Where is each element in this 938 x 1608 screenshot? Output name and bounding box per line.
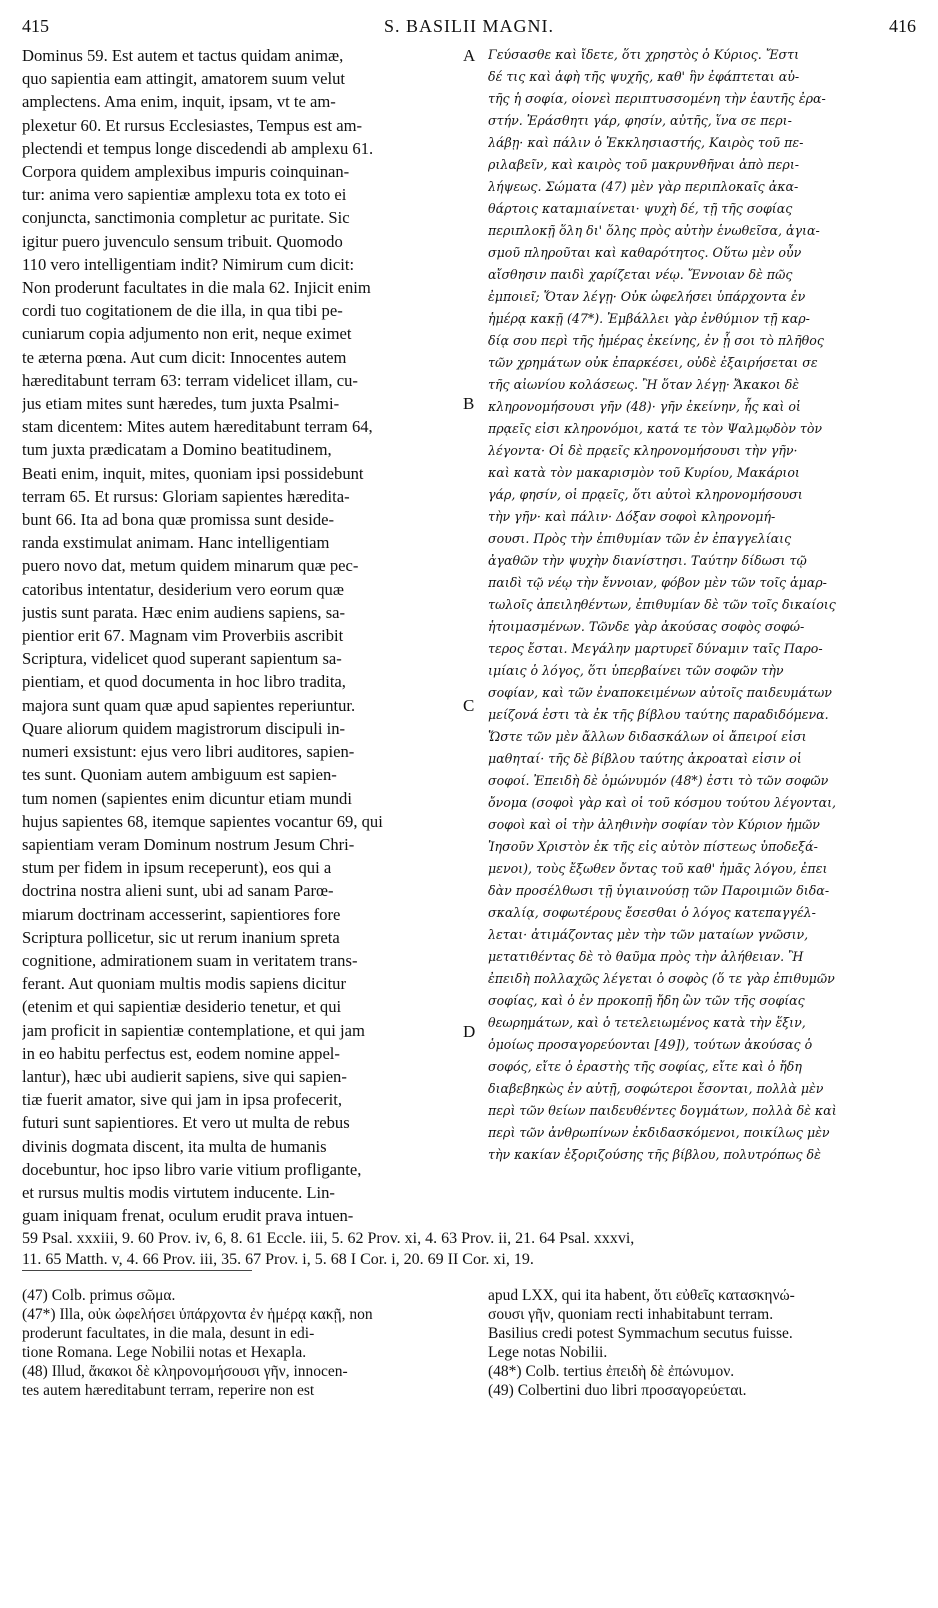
greek-line: ἐμποιεῖ; Ὅταν λέγῃ· Οὐκ ὠφελήσει ὑπάρχοντα ἐν <box>488 289 806 304</box>
latin-line: pientiam, et quod documenta in hoc libro tradita, <box>22 672 346 692</box>
greek-line: αἴσθησιν παιδὶ χαρίζεται νέῳ. Ἔννοιαν δὲ πῶς <box>488 267 793 282</box>
greek-line: σουσι. Πρὸς τὴν ἐπιθυμίαν τῶν ἐν ἐπαγγελίαις <box>488 531 792 546</box>
page-number-left: 415 <box>22 16 49 36</box>
latin-line: Scriptura pollicetur, sic ut rerum inanium spreta <box>22 927 340 947</box>
latin-line: numeri exsistunt: ejus vero libri auditores, sapien- <box>22 742 355 762</box>
latin-line: te æterna pœna. Aut cum dicit: Innocentes autem <box>22 347 347 367</box>
greek-line: τωλοῖς ἀπειληθέντων, ἐπιθυμίαν δὲ τῶν τοῖς δικαίοις <box>488 597 836 612</box>
greek-line: ἡμέρᾳ κακῇ (47*). Ἐμβάλλει γὰρ ἐνθύμιον τῇ καρ- <box>488 311 810 326</box>
latin-line: terram 65. Et rursus: Gloriam sapientes hæredita- <box>22 486 350 506</box>
greek-line: σοφίας, καὶ ὁ ἐν προκοπῇ ἤδη ὢν τῶν τῆς σοφίας <box>488 993 805 1008</box>
latin-line: majora sunt quam quæ apud sapientes reperiuntur. <box>22 695 356 715</box>
latin-line: hujus sapientes 68, itemque sapientes vocantur 69, qui <box>22 811 383 831</box>
scripture-footnotes <box>22 1228 918 1270</box>
latin-line: quo sapientia eam attingit, amatorem suum velut <box>22 69 346 89</box>
latin-line: stam dicentem: Mites autem hæreditabunt terram 64, <box>22 417 373 437</box>
latin-line: sapientiam veram Dominum nostrum Jesum Chri- <box>22 834 355 854</box>
greek-line: παιδὶ τῷ νέῳ τὴν ἔννοιαν, φόβον μὲν τῶν τοῖς ἁμαρ- <box>488 575 827 590</box>
variant-note-line: (48) Illud, ἄκακοι δὲ κληρονομήσουσι γῆν, innocen- <box>22 1363 348 1380</box>
greek-line: πρᾳεῖς εἰσι κληρονόμοι, κατά τε τὸν Ψαλμῳδὸν τὸν <box>488 421 823 436</box>
greek-line: σμοῦ πληροῦται καὶ καθαρότητος. Οὕτω μὲν οὖν <box>488 245 802 260</box>
variant-note-line: proderunt facultates, in die mala, desunt in edi- <box>22 1325 315 1342</box>
latin-line: tur: anima vero sapientiæ amplexu tota ex toto ei <box>22 185 347 205</box>
greek-line: θεωρημάτων, καὶ ὁ τετελειωμένος κατὰ τὴν ἕξιν, <box>488 1015 806 1030</box>
margin-letter-c: C <box>463 696 475 715</box>
latin-line: randa exstimulat animam. Hanc intelligentiam <box>22 533 330 553</box>
greek-line: λήψεως. Σώματα (47) μὲν γὰρ περιπλοκαῖς ἀκα- <box>488 179 799 194</box>
greek-line: ιμίαις ὁ λόγος, ὅτι ὑπερβαίνει τῶν σοφῶν τὴν <box>488 663 784 678</box>
greek-line: διαβεβηκὼς ἐν αὐτῇ, σοφώτεροι ἔσονται, πολλὰ μὲν <box>488 1081 824 1096</box>
latin-line: stum per fidem in ipsum receperunt), eos qui a <box>22 858 332 878</box>
greek-line: μετατιθέντας δὲ τὸ θαῦμα πρὸς τὴν ἀλήθειαν. Ἢ <box>488 949 804 964</box>
latin-line: Beati enim, inquit, mites, quoniam ipsi possidebunt <box>22 463 364 483</box>
variant-note-line: tes autem hæreditabunt terram, reperire non est <box>22 1382 315 1399</box>
latin-line: puero novo dat, metum quidem minarum quæ pec- <box>22 556 359 576</box>
greek-line: ὁμοίως προσαγορεύονται [49]), τούτων ἀκούσας ὁ <box>488 1037 813 1052</box>
latin-line: cuniarum copia adjumento non erit, neque eximet <box>22 324 352 344</box>
latin-line: cordi tuo cogitationem de die illa, in qua tibi pe- <box>22 301 343 321</box>
variant-note-line: (49) Colbertini duo libri προσαγορεύεται. <box>488 1382 747 1399</box>
latin-line: pientior erit 67. Magnam vim Proverbiis ascribit <box>22 626 344 646</box>
variant-note-line: (48*) Colb. tertius ἐπειδὴ δὲ ἐπώνυμον. <box>488 1363 735 1380</box>
latin-line: justis sunt parata. Hæc enim audiens sapiens, sa- <box>22 602 346 622</box>
latin-line: Corpora quidem amplexibus impuris coinquinan- <box>22 162 350 182</box>
greek-line: μαθηταί· τῆς δὲ βίβλου ταύτης ἀκροαταὶ εἰσιν οἱ <box>488 751 802 766</box>
greek-line: θάρτοις καταμιαίνεται· ψυχὴ δέ, τῇ τῆς σοφίας <box>488 201 793 216</box>
greek-line: δὰν προσέλθωσι τῇ ὑγιαινούσῃ τῶν Παροιμιῶν διδα- <box>488 883 830 898</box>
greek-line: ριλαβεῖν, καὶ καιρὸς τοῦ μακρυνθῆναι ἀπὸ περι- <box>488 157 800 172</box>
latin-line: 110 vero intelligentiam indit? Nimirum cum dicit: <box>22 254 355 274</box>
greek-line: ἀγαθῶν τὴν ψυχὴν διανίστησι. Ταύτην δίδωσι τῷ <box>488 553 807 568</box>
greek-line: Γεύσασθε καὶ ἴδετε, ὅτι χρηστὸς ὁ Κύριος. Ἔστι <box>488 47 800 62</box>
footnote-divider <box>22 1270 252 1271</box>
greek-line: σοφίαν, καὶ τῶν ἐναποκειμένων αὐτοῖς παιδευμάτων <box>488 685 832 700</box>
greek-line: λεται· ἀτιμάζοντας μὲν τὴν τῶν ματαίων γνῶσιν, <box>488 927 809 942</box>
greek-line: τὴν γῆν· καὶ πάλιν· Δόξαν σοφοὶ κληρονομή- <box>488 509 776 524</box>
variant-note-line: (47) Colb. primus σῶμα. <box>22 1287 176 1304</box>
greek-line: ἐπειδὴ πολλαχῶς λέγεται ὁ σοφὸς (ὅ τε γὰρ ἐπιθυμῶν <box>488 971 835 986</box>
greek-line: δίᾳ σου περὶ τῆς ἡμέρας ἐκείνης, ἐν ᾗ σοι τὸ πλῆθος <box>488 333 824 348</box>
greek-line: καὶ κατὰ τὸν μακαρισμὸν τοῦ Κυρίου, Μακάριοι <box>488 465 800 480</box>
margin-letter-a: A <box>463 46 476 65</box>
latin-line: docebuntur, hoc ipso libro varie vitium profligante, <box>22 1159 362 1179</box>
greek-line: ὄνομα (σοφοὶ γὰρ καὶ οἱ τοῦ κόσμου τούτου λέγονται, <box>488 795 837 810</box>
greek-line: σοφοί. Ἐπειδὴ δὲ ὁμώνυμόν (48*) ἐστι τὸ τῶν σοφῶν <box>488 773 829 788</box>
latin-line: plexetur 60. Et rursus Ecclesiastes, Tempus est am- <box>22 115 363 135</box>
latin-line: divinis dogmata discent, ita multa de humanis <box>22 1136 327 1156</box>
latin-line: cognitione, admirationem suam in veritatem trans- <box>22 950 358 970</box>
greek-line: λέγοντα· Οἱ δὲ πρᾳεῖς κληρονομήσουσι τὴν γῆν· <box>488 443 798 458</box>
latin-line: catoribus intentatur, desiderium vero eorum quæ <box>22 579 344 599</box>
latin-line: tiæ fuerit amator, sive qui jam in ipsa profecerit, <box>22 1090 343 1110</box>
latin-line: conjuncta, sanctimonia completur ac puritate. Sic <box>22 208 350 228</box>
greek-line: περὶ τῶν θείων παιδευθέντες δογμάτων, πολλὰ δὲ καὶ <box>488 1103 837 1118</box>
latin-line: igitur puero juvenculo sensum tribuit. Quomodo <box>22 231 343 251</box>
greek-line: δέ τις καὶ ἁφὴ τῆς ψυχῆς, καθ' ἣν ἐφάπτεται αὐ- <box>488 69 800 84</box>
greek-line: τῆς ἡ σοφία, οἱονεὶ περιπτυσσομένη τὴν ἑαυτῆς ἐρα- <box>488 91 826 106</box>
greek-line: τερος ἔσται. Μεγάλην μαρτυρεῖ δύναμιν ταῖς Παρο- <box>488 641 823 656</box>
latin-line: amplectens. Ama enim, inquit, ipsam, vt te am- <box>22 92 336 112</box>
latin-line: et rursus multis modis virtutem inducente. Lin- <box>22 1182 335 1202</box>
greek-line: κληρονομήσουσι γῆν (48)· γῆν ἐκείνην, ἧς καὶ οἱ <box>488 399 801 414</box>
latin-line: Quare aliorum quidem magistrorum discipuli in- <box>22 718 346 738</box>
footnote-line: 59 Psal. xxxiii, 9. 60 Prov. iv, 6, 8. 61 Eccle. iii, 5. 62 Prov. xi, 4. 63 Prov. ii, 21. 64 Psal. xxxvi, <box>22 1230 635 1247</box>
latin-line: Non proderunt facultates in die mala 62. Injicit enim <box>22 278 371 298</box>
latin-line: futuri sunt sapientiores. Et vero ut multa de rebus <box>22 1113 350 1133</box>
latin-line: jus etiam mites sunt hæredes, tum juxta Psalmi- <box>22 394 340 414</box>
greek-line: περὶ τῶν ἀνθρωπίνων ἐκδιδασκόμενοι, ποικίλως μὲν <box>488 1125 830 1140</box>
greek-line: σοφοὶ καὶ οἱ τὴν ἀληθινὴν σοφίαν τὸν Κύριον ἡμῶν <box>488 817 820 832</box>
latin-line: Scriptura, videlicet quod superant sapientum sa- <box>22 649 342 669</box>
greek-line: λάβῃ· καὶ πάλιν ὁ Ἐκκλησιαστής, Καιρὸς τοῦ πε- <box>488 135 804 150</box>
footnote-line: 11. 65 Matth. v, 4. 66 Prov. iii, 35. 67 Prov. i, 5. 68 I Cor. i, 20. 69 II Cor. xi, 19. <box>22 1251 534 1268</box>
greek-line: Ὥστε τῶν μὲν ἄλλων διδασκάλων οἱ ἄπειροί εἰσι <box>488 729 807 744</box>
page-number-right: 416 <box>889 16 916 36</box>
latin-line: in eo habitu perfectus est, eodem nomine appel- <box>22 1043 340 1063</box>
page-header <box>0 16 938 44</box>
variant-note-line: tione Romana. Lege Nobilii notas et Hexapla. <box>22 1344 307 1361</box>
greek-line: μενοι), τοὺς ἔξωθεν ὄντας τοῦ καθ' ἡμᾶς λόγου, ἐπει <box>488 861 828 876</box>
latin-line: jam proficit in sapientiæ contemplatione, et qui jam <box>22 1020 365 1040</box>
latin-line: tum juxta prædicatam a Domino beatitudinem, <box>22 440 332 460</box>
latin-column <box>22 44 470 1227</box>
latin-line: bunt 66. Ita ad bona quæ promissa sunt deside- <box>22 510 335 530</box>
latin-line: ferant. Aut quoniam multis modis sapiens dicitur <box>22 974 346 994</box>
latin-line: tes sunt. Quoniam autem ambiguum est sapien- <box>22 765 337 785</box>
variant-note-line: (47*) Illa, οὐκ ὠφελήσει ὑπάρχοντα ἐν ἡμέρᾳ κακῇ, non <box>22 1306 373 1323</box>
latin-line: hæreditabunt terram 63: terram videlicet illam, cu- <box>22 370 358 390</box>
latin-line: Dominus 59. Est autem et tactus quidam animæ, <box>22 46 344 65</box>
latin-line: (etenim et qui sapientiæ desiderio tenetur, et qui <box>22 997 342 1017</box>
greek-line: Ἰησοῦν Χριστὸν ἐκ τῆς εἰς αὐτὸν πίστεως ὑποδεξά- <box>488 839 818 854</box>
variant-note-line: Lege notas Nobilii. <box>488 1344 608 1361</box>
greek-line: περιπλοκῇ ὅλη δι' ὅλης πρὸς αὐτὴν ἑνωθεῖσα, ἁγια- <box>488 223 820 238</box>
greek-line: σοφός, εἴτε ὁ ἐραστὴς τῆς σοφίας, εἴτε καὶ ὁ ἤδη <box>488 1059 802 1074</box>
latin-line: lantur), hæc ubi audierit sapiens, sive qui sapien- <box>22 1066 347 1086</box>
margin-letter-d: D <box>463 1022 476 1041</box>
latin-line: guam iniquam frenat, oculum erudit prava intuen- <box>22 1206 354 1226</box>
margin-letter-b: B <box>463 394 475 413</box>
variant-note-line: Basilius credi potest Symmachum secutus fuisse. <box>488 1325 793 1342</box>
variant-note-line: σουσι γῆν, quoniam recti inhabitabunt terram. <box>488 1306 774 1323</box>
greek-column <box>488 44 918 1166</box>
latin-line: miarum doctrinam accesserint, sapientiores fore <box>22 904 341 924</box>
running-title: S. BASILII MAGNI. <box>384 16 554 36</box>
latin-line: tum nomen (sapientes enim dicuntur etiam mundi <box>22 788 352 808</box>
greek-line: μείζονά ἐστι τὰ ἐκ τῆς βίβλου ταύτης παραδιδόμενα. <box>488 707 829 722</box>
greek-line: ἡτοιμασμένων. Τῶνδε γὰρ ἀκούσας σοφὸς σοφώ- <box>488 619 805 634</box>
greek-line: τὴν κακίαν ἐξοριζούσης τῆς βίβλου, πολυτρόπως δὲ <box>488 1147 821 1162</box>
greek-line: στήν. Ἐράσθητι γάρ, φησίν, αὐτῆς, ἵνα σε περι- <box>488 113 792 128</box>
variant-notes-right <box>488 1286 918 1400</box>
variant-note-line: apud LXX, qui ita habent, ὅτι εὐθεῖς κατασκηνώ- <box>488 1287 795 1304</box>
variant-notes-left <box>22 1286 462 1400</box>
greek-line: γάρ, φησίν, οἱ πρᾳεῖς, ὅτι αὐτοὶ κληρονομήσουσι <box>488 487 803 502</box>
greek-line: σκαλίᾳ, σοφωτέρους ἔσεσθαι ὁ λόγος κατεπαγγέλ- <box>488 905 816 920</box>
latin-line: plectendi et tempus longe discedendi ab amplexu 61. <box>22 138 374 158</box>
greek-line: τῆς αἰωνίου κολάσεως. Ἢ ὅταν λέγῃ· Ἄκακοι δὲ <box>488 377 800 392</box>
latin-line: doctrina nostra alieni sunt, ubi ad sanam Parœ- <box>22 881 334 901</box>
greek-line: τῶν χρημάτων οὐκ ἐπαρκέσει, οὐδὲ ἐξαιρήσεται σε <box>488 355 818 370</box>
